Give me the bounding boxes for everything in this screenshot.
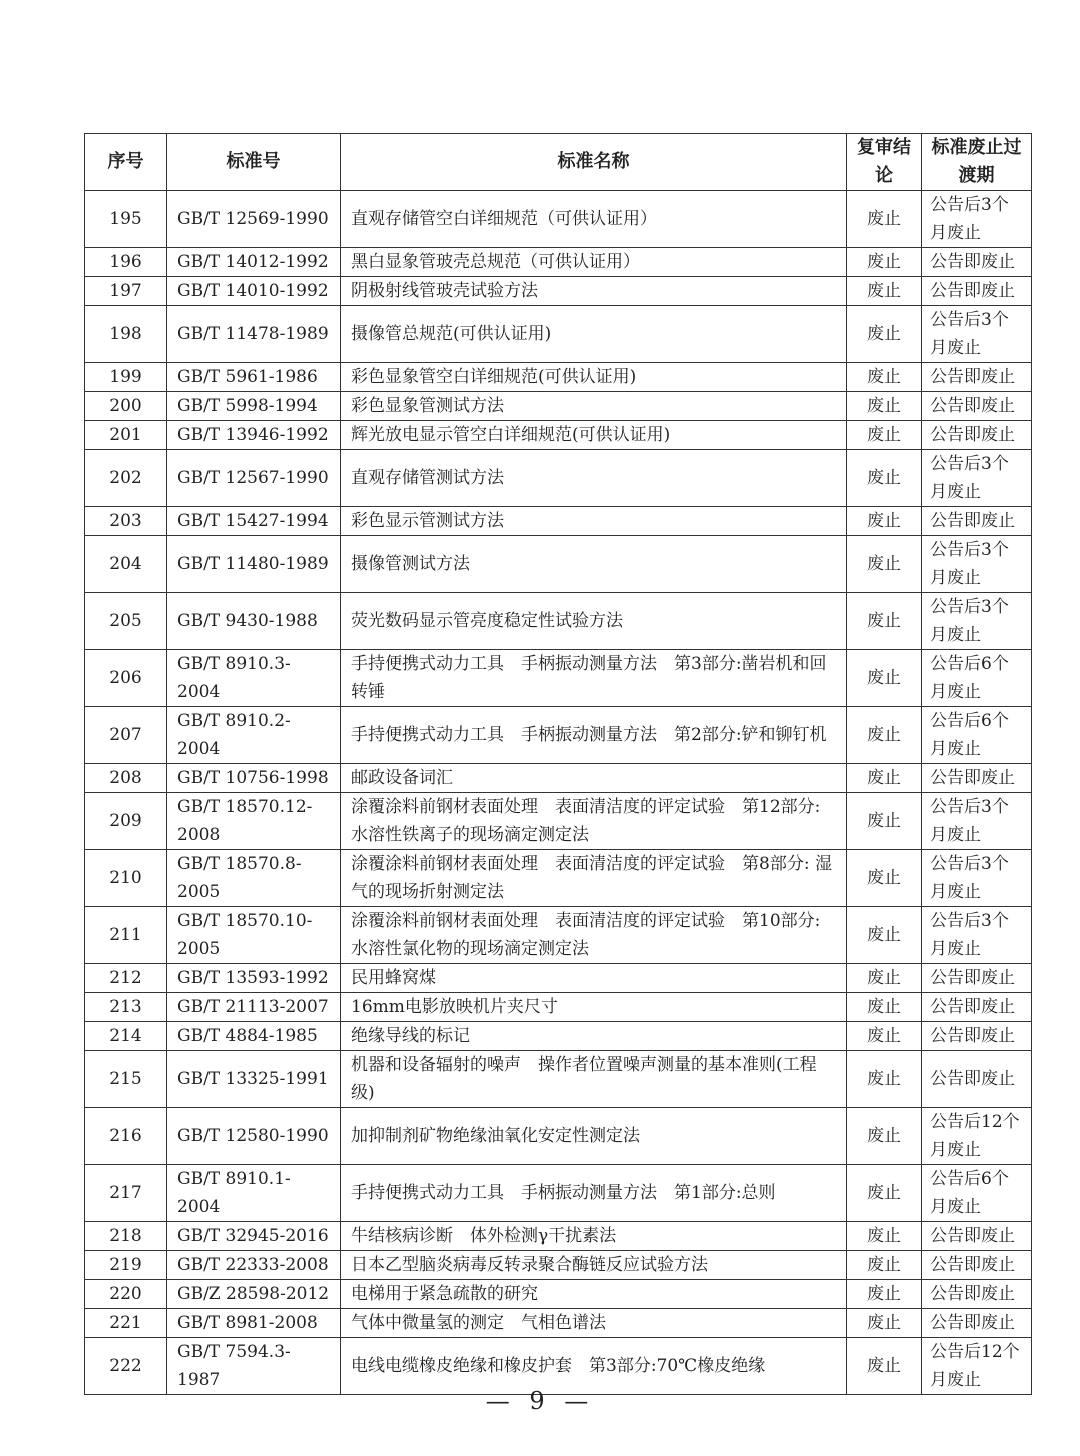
- transition-cell: 公告即废止: [922, 1022, 1032, 1051]
- code-cell: GB/T 9430-1988: [167, 593, 341, 650]
- result-cell: 废止: [847, 593, 922, 650]
- name-cell: 涂覆涂料前钢材表面处理 表面清洁度的评定试验 第12部分: 水溶性铁离子的现场滴定测定法: [341, 793, 847, 850]
- transition-cell: 公告后12个月废止: [922, 1338, 1032, 1395]
- code-cell: GB/T 22333-2008: [167, 1251, 341, 1280]
- name-cell: 手持便携式动力工具 手柄振动测量方法 第2部分:铲和铆钉机: [341, 707, 847, 764]
- seq-cell: 196: [85, 248, 167, 277]
- seq-cell: 222: [85, 1338, 167, 1395]
- table-row: [85, 1165, 1032, 1222]
- seq-cell: 216: [85, 1108, 167, 1165]
- table-body: [85, 191, 1032, 1395]
- page-number: — 9 —: [485, 1387, 595, 1415]
- result-cell: 废止: [847, 1280, 922, 1309]
- result-cell: 废止: [847, 421, 922, 450]
- name-cell: 民用蜂窝煤: [341, 964, 847, 993]
- header-code: 标准号: [167, 134, 341, 191]
- seq-cell: 206: [85, 650, 167, 707]
- transition-cell: 公告后3个月废止: [922, 593, 1032, 650]
- table-row: [85, 450, 1032, 507]
- seq-cell: 213: [85, 993, 167, 1022]
- table-row: [85, 964, 1032, 993]
- seq-cell: 219: [85, 1251, 167, 1280]
- transition-cell: 公告即废止: [922, 392, 1032, 421]
- table-row: [85, 421, 1032, 450]
- seq-cell: 201: [85, 421, 167, 450]
- result-cell: 废止: [847, 392, 922, 421]
- code-cell: GB/T 32945-2016: [167, 1222, 341, 1251]
- table-row: [85, 593, 1032, 650]
- name-cell: 邮政设备词汇: [341, 764, 847, 793]
- transition-cell: 公告后6个月废止: [922, 650, 1032, 707]
- result-cell: 废止: [847, 1222, 922, 1251]
- table-row: [85, 1309, 1032, 1338]
- transition-cell: 公告即废止: [922, 421, 1032, 450]
- header-review: 复审结论: [847, 134, 922, 191]
- header-transition: 标准废止过渡期: [922, 134, 1032, 191]
- seq-cell: 220: [85, 1280, 167, 1309]
- code-cell: GB/T 13325-1991: [167, 1051, 341, 1108]
- code-cell: GB/T 15427-1994: [167, 507, 341, 536]
- seq-cell: 210: [85, 850, 167, 907]
- table-row: [85, 191, 1032, 248]
- table-row: [85, 993, 1032, 1022]
- table-row: [85, 764, 1032, 793]
- seq-cell: 199: [85, 363, 167, 392]
- result-cell: 废止: [847, 248, 922, 277]
- code-cell: GB/T 11478-1989: [167, 306, 341, 363]
- code-cell: GB/T 12567-1990: [167, 450, 341, 507]
- transition-cell: 公告后3个月废止: [922, 793, 1032, 850]
- transition-cell: 公告后3个月废止: [922, 850, 1032, 907]
- transition-cell: 公告后3个月废止: [922, 450, 1032, 507]
- result-cell: 废止: [847, 1108, 922, 1165]
- transition-cell: 公告后3个月废止: [922, 306, 1032, 363]
- transition-cell: 公告即废止: [922, 764, 1032, 793]
- result-cell: 废止: [847, 793, 922, 850]
- transition-cell: 公告即废止: [922, 964, 1032, 993]
- seq-cell: 203: [85, 507, 167, 536]
- code-cell: GB/T 18570.12-2008: [167, 793, 341, 850]
- table-row: [85, 650, 1032, 707]
- code-cell: GB/T 12580-1990: [167, 1108, 341, 1165]
- transition-cell: 公告后3个月废止: [922, 907, 1032, 964]
- result-cell: 废止: [847, 507, 922, 536]
- transition-cell: 公告即废止: [922, 993, 1032, 1022]
- code-cell: GB/T 14010-1992: [167, 277, 341, 306]
- transition-cell: 公告即废止: [922, 1309, 1032, 1338]
- table-header: [85, 134, 1032, 191]
- result-cell: 废止: [847, 1022, 922, 1051]
- result-cell: 废止: [847, 993, 922, 1022]
- name-cell: 电梯用于紧急疏散的研究: [341, 1280, 847, 1309]
- table-row: [85, 536, 1032, 593]
- code-cell: GB/T 21113-2007: [167, 993, 341, 1022]
- result-cell: 废止: [847, 363, 922, 392]
- seq-cell: 204: [85, 536, 167, 593]
- table-row: [85, 1280, 1032, 1309]
- transition-cell: 公告即废止: [922, 1051, 1032, 1108]
- seq-cell: 198: [85, 306, 167, 363]
- transition-cell: 公告即废止: [922, 507, 1032, 536]
- table-row: [85, 1051, 1032, 1108]
- name-cell: 16mm电影放映机片夹尺寸: [341, 993, 847, 1022]
- seq-cell: 208: [85, 764, 167, 793]
- name-cell: 手持便携式动力工具 手柄振动测量方法 第3部分:凿岩机和回转锤: [341, 650, 847, 707]
- result-cell: 废止: [847, 306, 922, 363]
- seq-cell: 200: [85, 392, 167, 421]
- seq-cell: 218: [85, 1222, 167, 1251]
- seq-cell: 207: [85, 707, 167, 764]
- result-cell: 废止: [847, 850, 922, 907]
- name-cell: 机器和设备辐射的噪声 操作者位置噪声测量的基本准则(工程级): [341, 1051, 847, 1108]
- table-row: [85, 1251, 1032, 1280]
- name-cell: 牛结核病诊断 体外检测γ干扰素法: [341, 1222, 847, 1251]
- table-row: [85, 793, 1032, 850]
- name-cell: 涂覆涂料前钢材表面处理 表面清洁度的评定试验 第10部分: 水溶性氯化物的现场滴定测定法: [341, 907, 847, 964]
- name-cell: 绝缘导线的标记: [341, 1022, 847, 1051]
- table-row: [85, 1222, 1032, 1251]
- seq-cell: 211: [85, 907, 167, 964]
- transition-cell: 公告即废止: [922, 1280, 1032, 1309]
- table-row: [85, 907, 1032, 964]
- result-cell: 废止: [847, 1251, 922, 1280]
- code-cell: GB/T 14012-1992: [167, 248, 341, 277]
- transition-cell: 公告即废止: [922, 363, 1032, 392]
- code-cell: GB/T 5998-1994: [167, 392, 341, 421]
- result-cell: 废止: [847, 536, 922, 593]
- result-cell: 废止: [847, 1338, 922, 1395]
- name-cell: 日本乙型脑炎病毒反转录聚合酶链反应试验方法: [341, 1251, 847, 1280]
- code-cell: GB/T 8910.3-2004: [167, 650, 341, 707]
- code-cell: GB/T 8910.1-2004: [167, 1165, 341, 1222]
- name-cell: 手持便携式动力工具 手柄振动测量方法 第1部分:总则: [341, 1165, 847, 1222]
- result-cell: 废止: [847, 650, 922, 707]
- table-row: [85, 1338, 1032, 1395]
- transition-cell: 公告后6个月废止: [922, 1165, 1032, 1222]
- table-row: [85, 248, 1032, 277]
- transition-cell: 公告即废止: [922, 1251, 1032, 1280]
- name-cell: 加抑制剂矿物绝缘油氧化安定性测定法: [341, 1108, 847, 1165]
- table-row: [85, 707, 1032, 764]
- result-cell: 废止: [847, 191, 922, 248]
- transition-cell: 公告即废止: [922, 277, 1032, 306]
- transition-cell: 公告后12个月废止: [922, 1108, 1032, 1165]
- code-cell: GB/T 18570.8-2005: [167, 850, 341, 907]
- result-cell: 废止: [847, 1051, 922, 1108]
- code-cell: GB/T 8981-2008: [167, 1309, 341, 1338]
- result-cell: 废止: [847, 1309, 922, 1338]
- name-cell: 彩色显象管测试方法: [341, 392, 847, 421]
- seq-cell: 212: [85, 964, 167, 993]
- code-cell: GB/T 8910.2-2004: [167, 707, 341, 764]
- transition-cell: 公告后6个月废止: [922, 707, 1032, 764]
- code-cell: GB/T 11480-1989: [167, 536, 341, 593]
- code-cell: GB/T 5961-1986: [167, 363, 341, 392]
- seq-cell: 215: [85, 1051, 167, 1108]
- code-cell: GB/T 10756-1998: [167, 764, 341, 793]
- result-cell: 废止: [847, 707, 922, 764]
- name-cell: 摄像管总规范(可供认证用): [341, 306, 847, 363]
- transition-cell: 公告即废止: [922, 1222, 1032, 1251]
- result-cell: 废止: [847, 907, 922, 964]
- name-cell: 荧光数码显示管亮度稳定性试验方法: [341, 593, 847, 650]
- transition-cell: 公告即废止: [922, 248, 1032, 277]
- transition-cell: 公告后3个月废止: [922, 536, 1032, 593]
- header-seq: 序号: [85, 134, 167, 191]
- seq-cell: 209: [85, 793, 167, 850]
- table-row: [85, 277, 1032, 306]
- name-cell: 直观存储管测试方法: [341, 450, 847, 507]
- name-cell: 黑白显象管玻壳总规范（可供认证用）: [341, 248, 847, 277]
- table-row: [85, 306, 1032, 363]
- header-name: 标准名称: [341, 134, 847, 191]
- code-cell: GB/T 13946-1992: [167, 421, 341, 450]
- name-cell: 阴极射线管玻壳试验方法: [341, 277, 847, 306]
- code-cell: GB/T 18570.10-2005: [167, 907, 341, 964]
- code-cell: GB/T 4884-1985: [167, 1022, 341, 1051]
- table-row: [85, 392, 1032, 421]
- table-row: [85, 507, 1032, 536]
- code-cell: GB/T 13593-1992: [167, 964, 341, 993]
- name-cell: 电线电缆橡皮绝缘和橡皮护套 第3部分:70℃橡皮绝缘: [341, 1338, 847, 1395]
- name-cell: 彩色显示管测试方法: [341, 507, 847, 536]
- transition-cell: 公告后3个月废止: [922, 191, 1032, 248]
- name-cell: 彩色显象管空白详细规范(可供认证用): [341, 363, 847, 392]
- table-row: [85, 363, 1032, 392]
- result-cell: 废止: [847, 964, 922, 993]
- name-cell: 辉光放电显示管空白详细规范(可供认证用): [341, 421, 847, 450]
- seq-cell: 221: [85, 1309, 167, 1338]
- result-cell: 废止: [847, 1165, 922, 1222]
- result-cell: 废止: [847, 277, 922, 306]
- table-row: [85, 1108, 1032, 1165]
- seq-cell: 195: [85, 191, 167, 248]
- name-cell: 摄像管测试方法: [341, 536, 847, 593]
- table-row: [85, 1022, 1032, 1051]
- result-cell: 废止: [847, 764, 922, 793]
- standards-table: [84, 133, 1032, 1395]
- code-cell: GB/Z 28598-2012: [167, 1280, 341, 1309]
- result-cell: 废止: [847, 450, 922, 507]
- seq-cell: 202: [85, 450, 167, 507]
- seq-cell: 205: [85, 593, 167, 650]
- name-cell: 气体中微量氢的测定 气相色谱法: [341, 1309, 847, 1338]
- seq-cell: 214: [85, 1022, 167, 1051]
- name-cell: 直观存储管空白详细规范（可供认证用）: [341, 191, 847, 248]
- seq-cell: 197: [85, 277, 167, 306]
- code-cell: GB/T 7594.3-1987: [167, 1338, 341, 1395]
- code-cell: GB/T 12569-1990: [167, 191, 341, 248]
- seq-cell: 217: [85, 1165, 167, 1222]
- name-cell: 涂覆涂料前钢材表面处理 表面清洁度的评定试验 第8部分: 湿气的现场折射测定法: [341, 850, 847, 907]
- table-row: [85, 850, 1032, 907]
